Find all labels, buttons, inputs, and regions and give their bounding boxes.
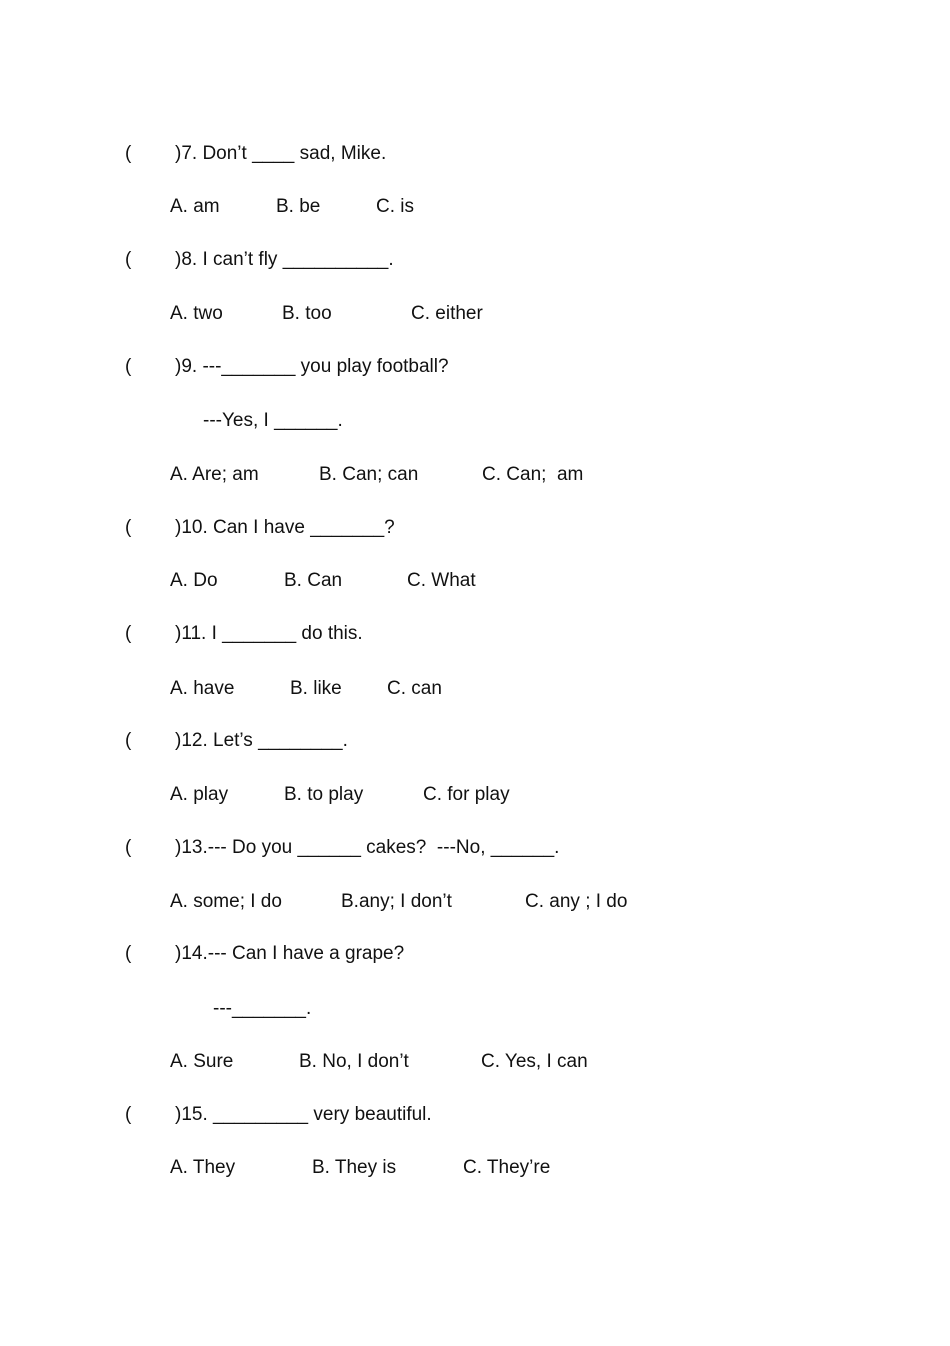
question-11-text: )11. I _______ do this. xyxy=(175,623,363,644)
answer-paren: ( xyxy=(125,143,132,164)
answer-paren: ( xyxy=(125,943,132,964)
question-12-option-a: A. play xyxy=(170,784,229,805)
question-9-text: )9. ---_______ you play football? xyxy=(175,356,449,377)
question-7-option-c: C. is xyxy=(376,196,414,217)
question-8-option-a: A. two xyxy=(170,303,223,324)
question-7-option-a: A. am xyxy=(170,196,220,217)
question-12-option-c: C. for play xyxy=(423,784,510,805)
question-10-text: )10. Can I have _______? xyxy=(175,517,395,538)
answer-paren: ( xyxy=(125,249,132,270)
question-9-followup: ---Yes, I ______. xyxy=(203,410,343,431)
question-14-option-a: A. Sure xyxy=(170,1051,234,1072)
question-10-option-c: C. What xyxy=(407,570,476,591)
question-10-option-b: B. Can xyxy=(284,570,343,591)
question-13-text: )13.--- Do you ______ cakes? ---No, ______. xyxy=(175,837,560,858)
question-11-option-a: A. have xyxy=(170,678,235,699)
question-15-option-c: C. They’re xyxy=(463,1157,551,1178)
question-12-text: )12. Let’s ________. xyxy=(175,730,348,751)
question-11-option-b: B. like xyxy=(290,678,342,699)
question-9-option-a: A. Are; am xyxy=(170,464,259,485)
answer-paren: ( xyxy=(125,837,132,858)
answer-paren: ( xyxy=(125,1104,132,1125)
question-11-option-c: C. can xyxy=(387,678,442,699)
answer-paren: ( xyxy=(125,730,132,751)
answer-paren: ( xyxy=(125,517,132,538)
answer-paren: ( xyxy=(125,623,132,644)
question-15-option-a: A. They xyxy=(170,1157,236,1178)
question-13-option-b: B.any; I don’t xyxy=(341,891,452,912)
question-14-followup: ---_______. xyxy=(213,998,312,1019)
question-15-text: )15. _________ very beautiful. xyxy=(175,1104,432,1125)
question-8-text: )8. I can’t fly __________. xyxy=(175,249,394,270)
question-14-text: )14.--- Can I have a grape? xyxy=(175,943,405,964)
question-15-option-b: B. They is xyxy=(312,1157,397,1178)
question-9-option-b: B. Can; can xyxy=(319,464,419,485)
question-7-option-b: B. be xyxy=(276,196,321,217)
question-13-option-c: C. any ; I do xyxy=(525,891,628,912)
question-8-option-c: C. either xyxy=(411,303,483,324)
question-7-text: )7. Don’t ____ sad, Mike. xyxy=(175,143,387,164)
question-14-option-b: B. No, I don’t xyxy=(299,1051,409,1072)
question-13-option-a: A. some; I do xyxy=(170,891,282,912)
question-10-option-a: A. Do xyxy=(170,570,218,591)
question-12-option-b: B. to play xyxy=(284,784,364,805)
question-9-option-c: C. Can; am xyxy=(482,464,584,485)
question-8-option-b: B. too xyxy=(282,303,332,324)
answer-paren: ( xyxy=(125,356,132,377)
question-14-option-c: C. Yes, I can xyxy=(481,1051,588,1072)
